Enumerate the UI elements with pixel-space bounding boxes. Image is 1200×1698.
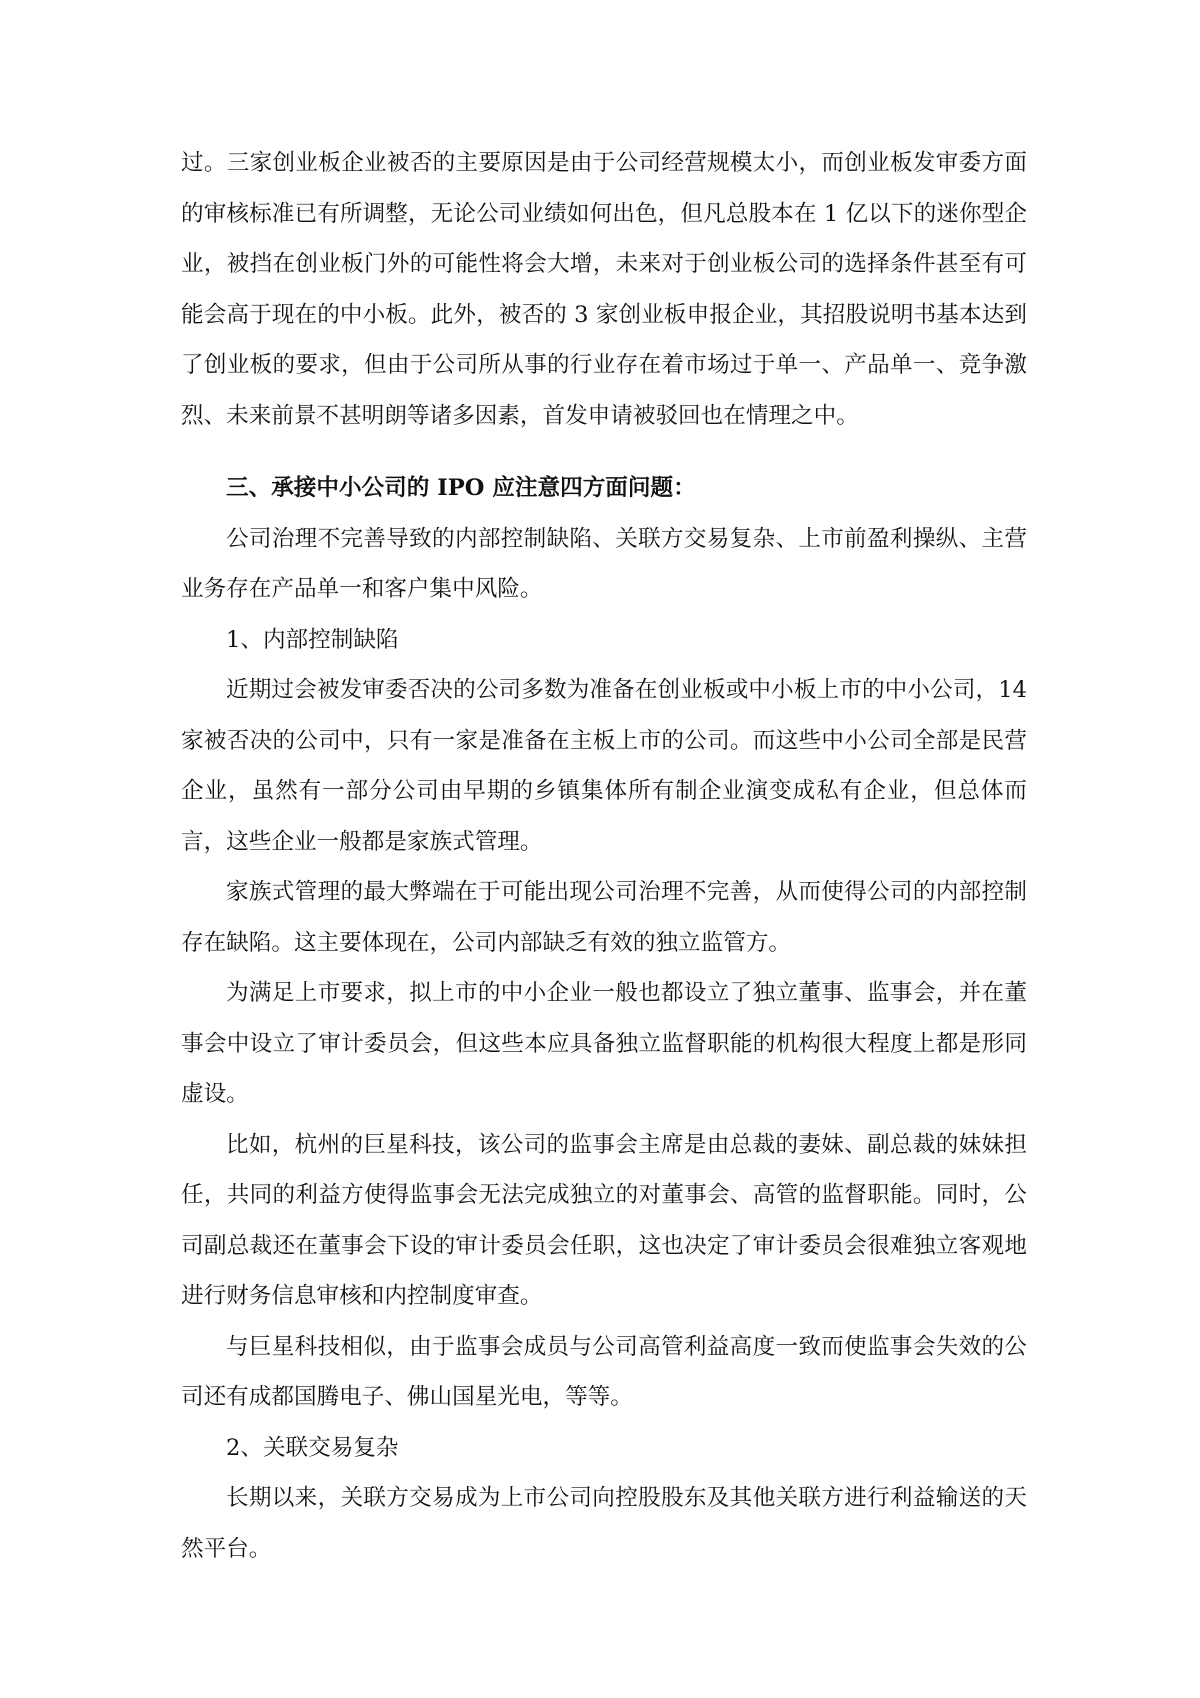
paragraph: 为满足上市要求，拟上市的中小企业一般也都设立了独立董事、监事会，并在董事会中设立了审计委员会，但这些本应具备独立监督职能的机构很大程度上都是形同虚设。	[181, 980, 1027, 1107]
paragraph: 长期以来，关联方交易成为上市公司向控股股东及其他关联方进行利益输送的天然平台。	[181, 1485, 1027, 1562]
paragraph-continued: 过。三家创业板企业被否的主要原因是由于公司经营规模太小，而创业板发审委方面的审核标准已有所调整，无论公司业绩如何出色，但凡总股本在 1 亿以下的迷你型企业，被挡在创业板门外的可能性将会大增，未来对于创业板公司的选择条件甚至有可能会高于现在的中小板。此外，被否的 3 家创业板申报企业，其招股说明书基本达到了创业板的要求，但由于公司所从事的行业存在着市场过于单一、产品单一、竞争激烈、未来前景不甚明朗等诸多因素，首发申请被驳回也在情理之中。	[181, 150, 1027, 429]
paragraph: 公司治理不完善导致的内部控制缺陷、关联方交易复杂、上市前盈利操纵、主营业务存在产品单一和客户集中风险。	[181, 525, 1027, 602]
paragraph: 与巨星科技相似，由于监事会成员与公司高管利益高度一致而使监事会失效的公司还有成都国腾电子、佛山国星光电，等等。	[181, 1333, 1027, 1410]
paragraph: 近期过会被发审委否决的公司多数为准备在创业板或中小板上市的中小公司，14 家被否决的公司中，只有一家是准备在主板上市的公司。而这些中小公司全部是民营企业，虽然有一部分公司由早期的乡镇集体所有制企业演变成私有企业，但总体而言，这些企业一般都是家族式管理。	[181, 677, 1027, 855]
paragraph: 家族式管理的最大弊端在于可能出现公司治理不完善，从而使得公司的内部控制存在缺陷。这主要体现在，公司内部缺乏有效的独立监管方。	[181, 879, 1027, 956]
section-heading: 三、承接中小公司的 IPO 应注意四方面问题：	[226, 475, 696, 501]
subheading-related-transactions: 2、关联交易复杂	[226, 1434, 399, 1461]
document-body	[181, 138, 1027, 1574]
paragraph: 比如，杭州的巨星科技，该公司的监事会主席是由总裁的妻妹、副总裁的妹妹担任，共同的利益方使得监事会无法完成独立的对董事会、高管的监督职能。同时，公司副总裁还在董事会下设的审计委员会任职，这也决定了审计委员会很难独立客观地进行财务信息审核和内控制度审查。	[181, 1131, 1027, 1309]
subheading-internal-control: 1、内部控制缺陷	[226, 626, 399, 653]
